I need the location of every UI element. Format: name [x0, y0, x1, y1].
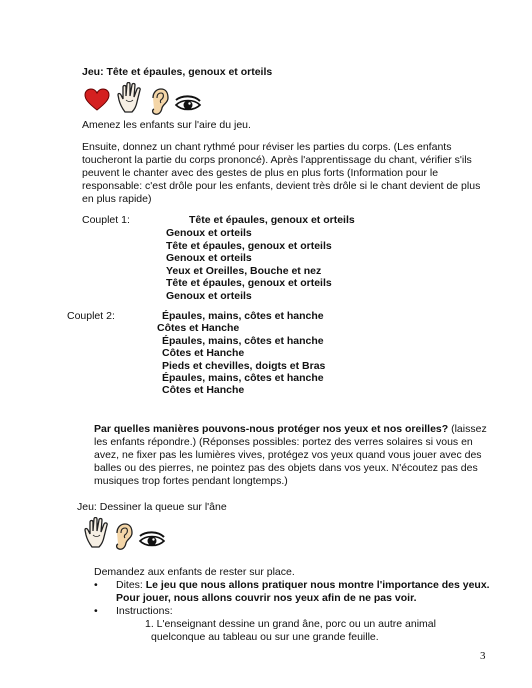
list-item	[94, 605, 514, 618]
paragraph-line: en plus rapide)	[82, 193, 152, 205]
couplet1-line: Tête et épaules, genoux et orteils	[166, 240, 332, 252]
game2-bullets	[94, 579, 514, 618]
question-line: avez, ne fixer pas les lumières vives, protégez vos yeux quand vous jouer avec des	[94, 449, 482, 461]
hand-icon	[117, 82, 143, 114]
game1-intro: Amenez les enfants sur l'aire du jeu.	[82, 119, 251, 131]
eye-icon	[174, 94, 202, 114]
couplet1-line: Genoux et orteils	[166, 252, 252, 264]
bullet-prefix: Dites:	[116, 579, 146, 591]
couplet2-line: Épaules, mains, côtes et hanche	[162, 372, 324, 384]
couplet1-line: Genoux et orteils	[166, 290, 252, 302]
paragraph-line: responsable: c'est drôle pour les enfants, devient très drôle si le chant devient de plus	[82, 180, 481, 192]
ear-icon	[113, 523, 133, 551]
page-number: 3	[480, 650, 486, 662]
ear-icon	[149, 88, 169, 116]
bullet-bold-text: Le jeu que nous allons pratiquer nous montre l'importance des yeux.	[145, 579, 490, 591]
bullet-icon: •	[94, 579, 98, 591]
couplet2-line: Épaules, mains, côtes et hanche	[162, 335, 324, 347]
question-rest: (laissez	[448, 423, 487, 435]
couplet2-line: Côtes et Hanche	[162, 347, 245, 359]
paragraph-line: peuvent le chanter avec des gestes de plus en plus forts (Information pour le	[82, 167, 439, 179]
step-1	[145, 618, 436, 644]
couplet1-line: Tête et épaules, genoux et orteils	[189, 214, 355, 226]
heart-icon	[84, 88, 110, 112]
paragraph-line: toucheront la partie du corps prononcé). Après l'apprentissage du chant, vérifier s'ils	[82, 154, 472, 166]
question-line: les enfants répondre.) (Réponses possibles: portez des verres solaires si vous en	[94, 436, 473, 448]
question-bold: Par quelles manières pouvons-nous protéger nos yeux et nos oreilles?	[94, 423, 449, 435]
eye-icon	[138, 530, 166, 550]
couplet2-line: Côtes et Hanche	[162, 384, 245, 396]
step-line: 1. L'enseignant dessine un grand âne, porc ou un autre animal	[145, 618, 436, 630]
bullet-text: Instructions:	[116, 605, 173, 617]
step-line: quelconque au tableau ou sur une grande feuille.	[151, 631, 379, 643]
couplet1-line: Yeux et Oreilles, Bouche et nez	[166, 265, 322, 277]
couplet2-line: Épaules, mains, côtes et hanche	[162, 310, 324, 322]
bullet-icon: •	[94, 605, 98, 617]
game2-intro: Demandez aux enfants de rester sur place.	[94, 566, 295, 578]
question-paragraph	[94, 423, 514, 488]
bullet-bold-text: Pour jouer, nous allons couvrir nos yeux afin de ne pas voir.	[116, 592, 417, 604]
list-item	[94, 579, 514, 605]
couplet2-line: Côtes et Hanche	[157, 322, 240, 334]
couplet1-line: Genoux et orteils	[166, 227, 252, 239]
couplet2-label: Couplet 2:	[67, 310, 115, 322]
couplet2-line: Pieds et chevilles, doigts et Bras	[162, 360, 326, 372]
game2-title: Jeu: Dessiner la queue sur l'âne	[77, 501, 227, 513]
hand-icon	[84, 517, 110, 549]
question-line: musiques trop fortes pendant longtemps.)	[94, 475, 288, 487]
game1-title: Jeu: Tête et épaules, genoux et orteils	[82, 66, 273, 78]
question-line: balles ou des pierres, ne pointez pas des objets dans vos yeux. N'écoutez pas des	[94, 462, 478, 474]
paragraph-line: Ensuite, donnez un chant rythmé pour réviser les parties du corps. (Les enfants	[82, 141, 452, 153]
couplet1-label: Couplet 1:	[82, 214, 130, 226]
couplet1-line: Tête et épaules, genoux et orteils	[166, 277, 332, 289]
game1-paragraph	[82, 141, 502, 206]
